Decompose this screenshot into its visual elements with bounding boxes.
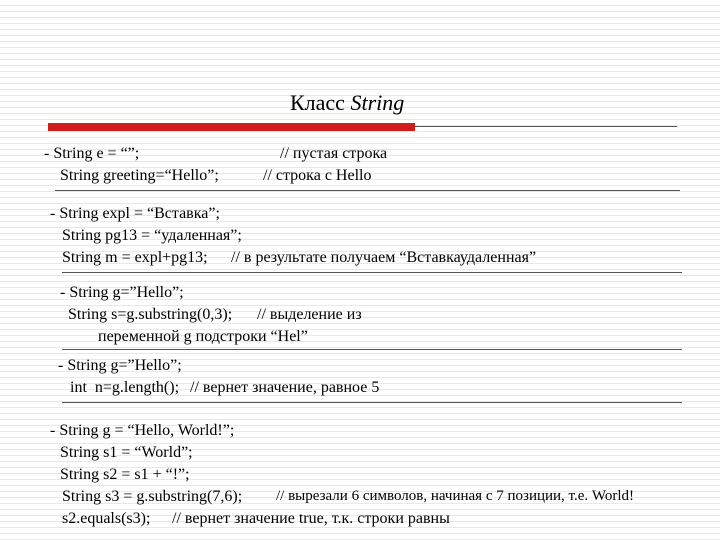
block1-line2-code: String greeting=“Hello”; xyxy=(60,167,219,184)
block3-line2-code: String s=g.substring(0,3); xyxy=(68,306,233,323)
title-rule xyxy=(415,126,677,127)
block2-line2: String pg13 = “удаленная”; xyxy=(62,227,242,244)
block1-line2-comment: // строка с Hello xyxy=(263,167,372,184)
block5-line3: String s2 = s1 + “!”; xyxy=(60,466,190,483)
block3-line2-comment: // выделение из xyxy=(257,306,362,323)
block1-line1-comment: // пустая строка xyxy=(280,145,388,162)
block5-line2: String s1 = “World”; xyxy=(60,444,193,461)
block3-line1: - String g=”Hello”; xyxy=(60,284,184,301)
block5-line4-code: String s3 = g.substring(7,6); xyxy=(62,488,243,505)
title-accent-bar xyxy=(48,123,415,131)
block2-line1: - String expl = “Вставка”; xyxy=(50,205,220,222)
divider-1 xyxy=(55,190,680,191)
block4-line2-code: int n=g.length(); xyxy=(70,379,180,396)
divider-4 xyxy=(62,402,682,403)
title-italic: String xyxy=(350,90,405,115)
divider-3 xyxy=(62,349,682,350)
block5-line5-code: s2.equals(s3); xyxy=(62,510,151,527)
slide-title xyxy=(290,90,404,116)
block5-line4-comment: // вырезали 6 символов, начиная с 7 позиции, т.е. World! xyxy=(276,488,635,504)
divider-2 xyxy=(62,272,682,273)
title-prefix: Класс xyxy=(290,90,351,115)
block2-line3-code: String m = expl+pg13; xyxy=(62,249,208,266)
block2-line3-comment: // в результате получаем “Вставкаудаленная” xyxy=(231,249,537,266)
block4-line2-comment: // вернет значение, равное 5 xyxy=(190,379,380,396)
block4-line1: - String g=”Hello”; xyxy=(58,357,182,374)
block3-line3: переменной g подстроки “Hel” xyxy=(98,328,308,345)
block5-line1: - String g = “Hello, World!”; xyxy=(50,422,235,439)
block5-line5-comment: // вернет значение true, т.к. строки равны xyxy=(172,510,450,527)
block1-line1-code: - String e = “”; xyxy=(44,145,140,162)
